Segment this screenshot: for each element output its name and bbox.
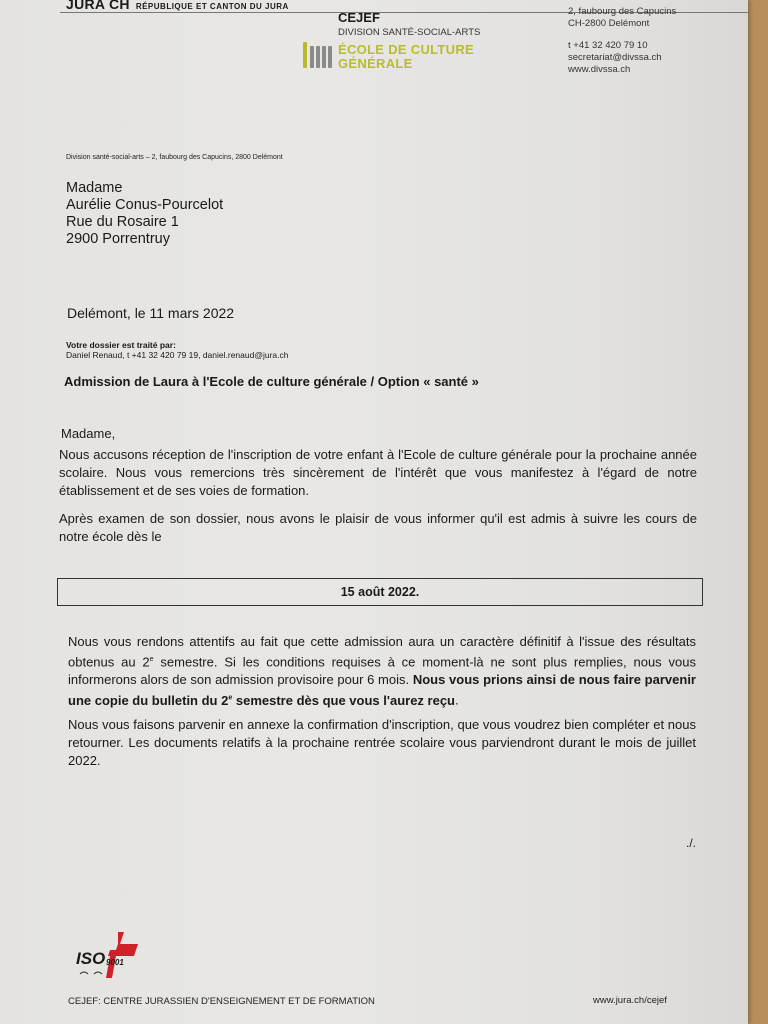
footer-website: www.jura.ch/cejef <box>593 995 667 1006</box>
canton-logo <box>66 0 289 12</box>
school-name-line2: GÉNÉRALE <box>338 56 413 71</box>
handled-by <box>66 340 288 360</box>
address-line2: CH-2800 Delémont <box>568 18 650 29</box>
sender-line: Division santé-social-arts – 2, faubourg des Capucins, 2800 Delémont <box>66 154 283 161</box>
canton-logo-text: JURA CH <box>66 0 130 12</box>
school-name-line1: ÉCOLE DE CULTURE <box>338 42 475 57</box>
p3-bold-b: semestre dès que vous l'aurez reçu <box>232 692 455 708</box>
paragraph-4: Nous vous faisons parvenir en annexe la confirmation d'inscription, que vous voudrez bien compléter et nous retourner. Les documents relatifs à la prochaine rentrée scolaire vous parviendront durant le mois de juillet 2022. <box>68 717 696 768</box>
email: secretariat@divssa.ch <box>568 52 662 63</box>
start-date-box: 15 août 2022. <box>57 578 703 606</box>
phone: t +41 32 420 79 10 <box>568 40 648 51</box>
school-name <box>338 43 474 71</box>
iso-number: 9001 <box>106 958 124 967</box>
footer-org: CEJEF: CENTRE JURASSIEN D'ENSEIGNEMENT ET DE FORMATION <box>68 996 375 1007</box>
canton-name: RÉPUBLIQUE ET CANTON DU JURA <box>135 2 289 11</box>
address-line1: 2, faubourg des Capucins <box>568 6 677 17</box>
recipient-name: Aurélie Conus-Pourcelot <box>66 197 224 213</box>
handled-by-details: Daniel Renaud, t +41 32 420 79 19, daniel.renaud@jura.ch <box>66 350 289 360</box>
recipient-city: 2900 Porrentruy <box>66 231 170 247</box>
iso-label: ISO <box>76 949 106 968</box>
handled-by-label: Votre dossier est traité par: <box>66 340 176 350</box>
iso-cross-shape <box>106 932 138 978</box>
subject-line: Admission de Laura à l'Ecole de culture générale / Option « santé » <box>64 374 479 389</box>
paragraph-1: Nous accusons réception de l'inscription de votre enfant à l'Ecole de culture générale pour la prochaine année scolaire. Nous vous remercions très sincèrement de l'intérêt que vous manifestez à l'égard de notre établissement et de ses voies de formation. <box>59 447 697 498</box>
org-name: CEJEF <box>338 10 380 25</box>
letterhead-contact <box>568 6 676 76</box>
recipient-address <box>66 180 223 248</box>
letter-date: Delémont, le 11 mars 2022 <box>67 305 235 321</box>
p3-end: . <box>455 692 459 708</box>
school-logo-icon <box>303 42 333 70</box>
paragraph-2: Après examen de son dossier, nous avons le plaisir de vous informer qu'il est admis à suivre les cours de notre école dès le <box>59 511 697 544</box>
p3-text-a: Nous vous rendons attentifs au fait que cette admission aura un caractère définitif à l'issue des résultats obtenus au 2 <box>68 634 696 670</box>
recipient-title: Madame <box>66 180 123 196</box>
p3-sup-1: e <box>149 656 154 663</box>
iso-9001-logo-icon <box>74 930 146 986</box>
p3-sup-2: e <box>228 694 233 702</box>
p3-text-b: semestre. Si les conditions requises à ce moment-là ne sont plus remplies, nous vous informerons alors de son admission provisoire pour 6 mois. <box>68 654 696 688</box>
paragraph-3 <box>68 633 696 710</box>
website: www.divssa.ch <box>568 64 631 75</box>
salutation: Madame, <box>61 426 116 441</box>
continuation-mark: ./. <box>686 836 697 850</box>
p3-bold-a: Nous vous prions ainsi de nous faire parvenir une copie du bulletin du 2 <box>68 672 696 708</box>
division-name: DIVISION SANTÉ-SOCIAL-ARTS <box>338 27 481 38</box>
recipient-street: Rue du Rosaire 1 <box>66 214 179 230</box>
